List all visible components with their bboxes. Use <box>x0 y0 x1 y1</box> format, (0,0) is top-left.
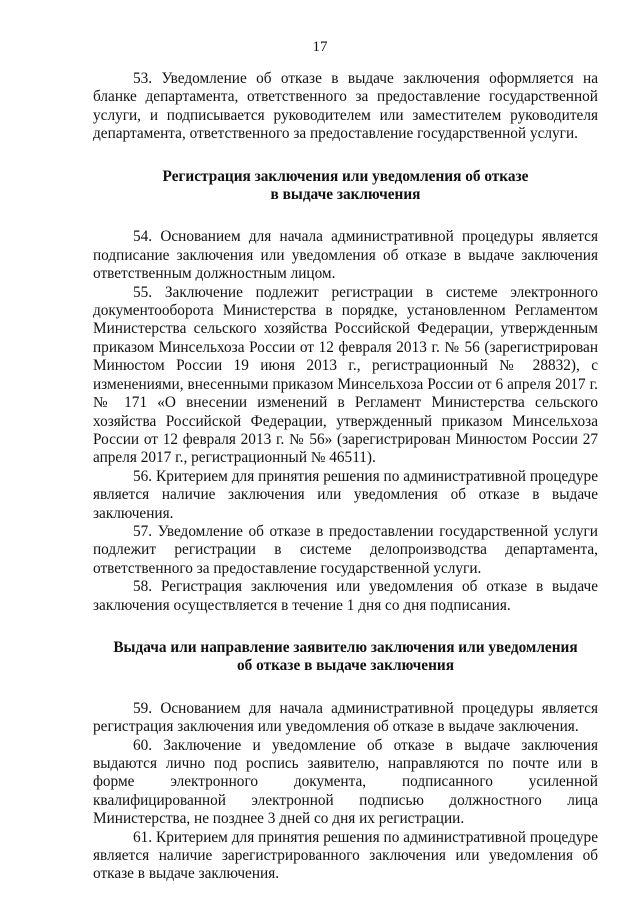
paragraph-54: 54. Основанием для начала административной процедуры является подписание заключения или уведомления об отказе в выдаче заключения ответственным должностным лицом. <box>93 228 598 283</box>
paragraph-59: 59. Основанием для начала административной процедуры является регистрация заключения или уведомления об отказе в выдаче заключения. <box>93 699 598 736</box>
heading-line: Регистрация заключения или уведомления об отказе <box>162 167 529 185</box>
heading-line: об отказе в выдаче заключения <box>237 657 454 675</box>
paragraph-61: 61. Критерием для принятия решения по административной процедуре является наличие зарегистрированного заключения или уведомления об отказе в выдаче заключения. <box>93 828 598 883</box>
paragraph-55: 55. Заключение подлежит регистрации в системе электронного документооборота Министерства в порядке, установленном Регламентом Министерства сельского хозяйства Российской Федерации, утвержденным приказом Минсельхоза России от 12 февраля 2013 г. № 56 (зарегистрирован Минюстом России 19 июня 2013 г., регистрационный № 28832), с изменениями, внесенными приказом Минсельхоза России от 6 апреля 2017 г. № 171 «О внесении изменений в Регламент Министерства сельского хозяйства Российской Федерации, утвержденный приказом Минсельхоза России от 12 февраля 2013 г. № 56» (зарегистрирован Минюстом России 27 апреля 2017 г., регистрационный № 46511). <box>93 283 598 467</box>
document-body <box>93 70 598 884</box>
paragraph-53: 53. Уведомление об отказе в выдаче заключения оформляется на бланке департамента, ответственного за предоставление государственной услуги, и подписывается руководителем или заместителем руководителя департамента, ответственного за предоставление государственной услуги. <box>93 70 598 143</box>
paragraph-60: 60. Заключение и уведомление об отказе в выдаче заключения выдаются лично под роспись заявителю, направляются по почте или в форме электронного документа, подписанного усиленной квалифицированной электронной подписью должностного лица Министерства, не позднее 3 дней со дня их регистрации. <box>93 736 598 828</box>
paragraph-57: 57. Уведомление об отказе в предоставлении государственной услуги подлежит регистрации в системе делопроизводства департамента, ответственного за предоставление государственной услуги. <box>93 522 598 577</box>
paragraph-56: 56. Критерием для принятия решения по административной процедуре является наличие заключения или уведомления об отказе в выдаче заключения. <box>93 467 598 522</box>
page-number: 17 <box>312 39 328 55</box>
heading-line: в выдаче заключения <box>270 186 421 204</box>
heading-line: Выдача или направление заявителю заключения или уведомления <box>113 638 578 656</box>
section-heading-issuance <box>93 639 598 676</box>
paragraph-58: 58. Регистрация заключения или уведомления об отказе в выдаче заключения осуществляется в течение 1 дня со дня подписания. <box>93 578 598 614</box>
section-heading-registration <box>93 168 598 205</box>
